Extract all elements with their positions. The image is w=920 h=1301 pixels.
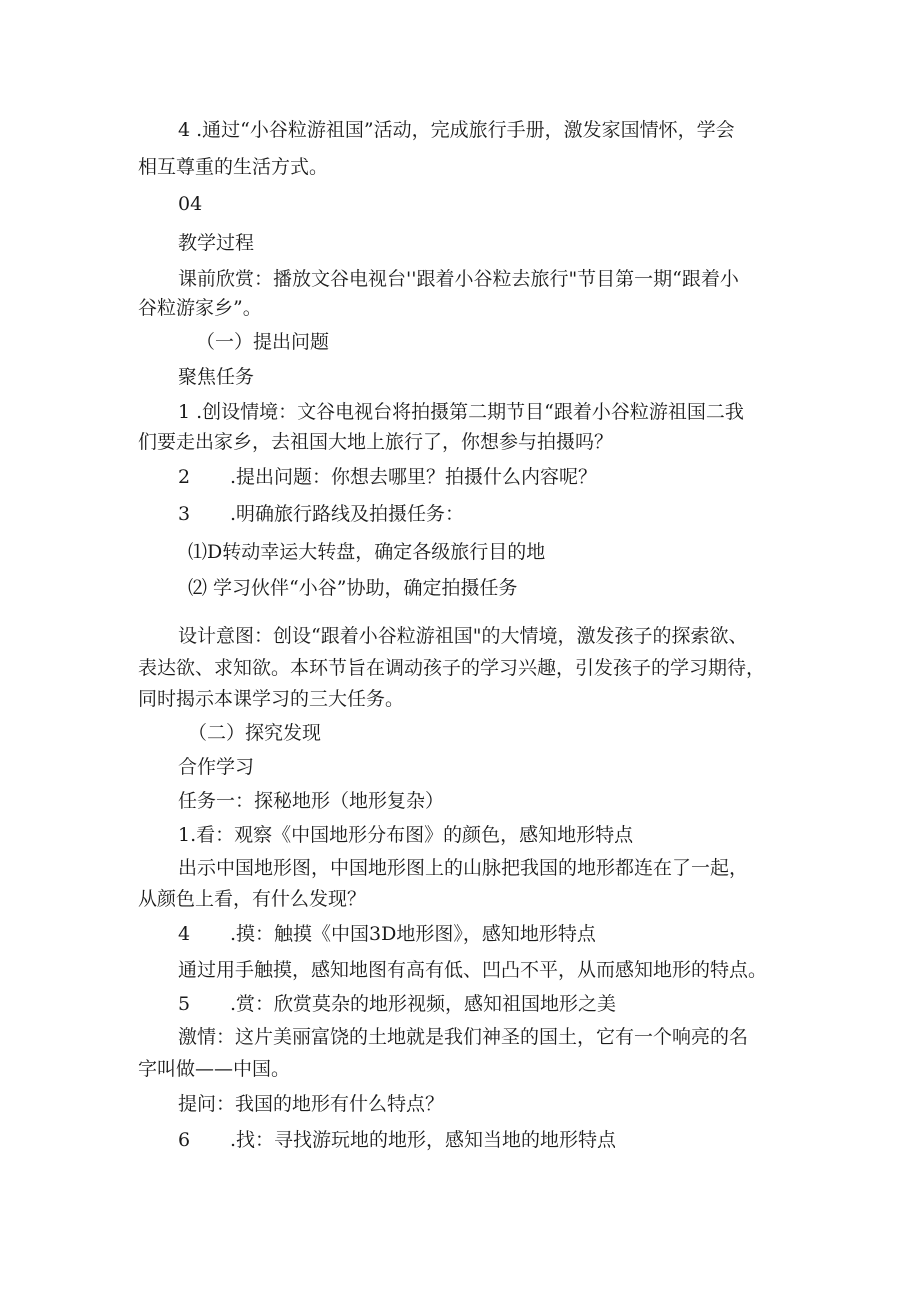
sub-item-2: ⑵ 学习伙伴“小谷”协助，确定拍摄任务: [188, 577, 518, 599]
passion-line-1: 激情：这片美丽富饶的土地就是我们神圣的国土，它有一个响亮的名: [178, 1026, 749, 1048]
touch-detail: 通过用手触摸，感知地图有高有低、凹凸不平，从而感知地形的特点。: [178, 959, 768, 981]
look-detail-line-2: 从颜色上看，有什么发现？: [138, 888, 367, 910]
look-detail-line-1: 出示中国地形图，中国地形图上的山脉把我国的地形都连在了一起，: [178, 857, 749, 879]
pre-class-line-1: 课前欣赏：播放文谷电视台''跟着小谷粒去旅行"节目第一期“跟着小: [178, 268, 739, 290]
section-number: 04: [178, 193, 203, 215]
look-step: 1.看：观察《中国地形分布图》的颜色，感知地形特点: [178, 824, 634, 846]
find-step-number: 6: [178, 1129, 191, 1151]
objective-4-line-1: 4 .通过“小谷粒游祖国”活动，完成旅行手册，激发家国情怀，学会: [178, 119, 735, 141]
step-2-number: 2: [178, 466, 191, 488]
appreciate-step-text: .赏：欣赏莫杂的地形视频，感知祖国地形之美: [230, 993, 617, 1015]
passion-line-2: 字叫做——中国。: [138, 1058, 291, 1080]
subsection-heading-2: （二）探究发现: [188, 722, 322, 744]
step-1-line-1: 1 .创设情境：文谷电视台将拍摄第二期节目“跟着小谷粒游祖国二我: [178, 401, 744, 423]
objective-4-line-2: 相互尊重的生活方式。: [138, 156, 329, 178]
step-3-text: .明确旅行路线及拍摄任务：: [230, 503, 465, 525]
step-3-number: 3: [178, 503, 191, 525]
question-line: 提问：我国的地形有什么特点？: [178, 1093, 445, 1115]
step-2-text: .提出问题：你想去哪里？拍摄什么内容呢？: [230, 466, 598, 488]
step-1-line-2: 们要走出家乡，去祖国大地上旅行了，你想参与拍摄吗？: [138, 431, 614, 453]
touch-step-text: .摸：触摸《中国3D地形图》，感知地形特点: [230, 923, 596, 945]
task-1-heading: 任务一：探秘地形（地形复杂）: [178, 790, 445, 812]
subsection-heading-1: （一）提出问题: [196, 331, 330, 353]
sub-item-1: ⑴D转动幸运大转盘，确定各级旅行目的地: [188, 541, 546, 563]
focus-task-heading: 聚焦任务: [178, 366, 255, 388]
find-step-text: .找：寻找游玩地的地形，感知当地的地形特点: [230, 1129, 617, 1151]
design-intent-line-3: 同时揭示本课学习的三大任务。: [138, 688, 405, 710]
section-heading: 教学过程: [178, 232, 255, 254]
cooperative-learning-heading: 合作学习: [178, 756, 255, 778]
design-intent-line-2: 表达欲、求知欲。本环节旨在调动孩子的学习兴趣，引发孩子的学习期待，: [138, 657, 766, 679]
pre-class-line-2: 谷粒游家乡”。: [138, 297, 262, 319]
appreciate-step-number: 5: [178, 993, 191, 1015]
touch-step-number: 4: [178, 923, 191, 945]
design-intent-line-1: 设计意图：创设“跟着小谷粒游祖国"的大情境，激发孩子的探索欲、: [178, 625, 748, 647]
